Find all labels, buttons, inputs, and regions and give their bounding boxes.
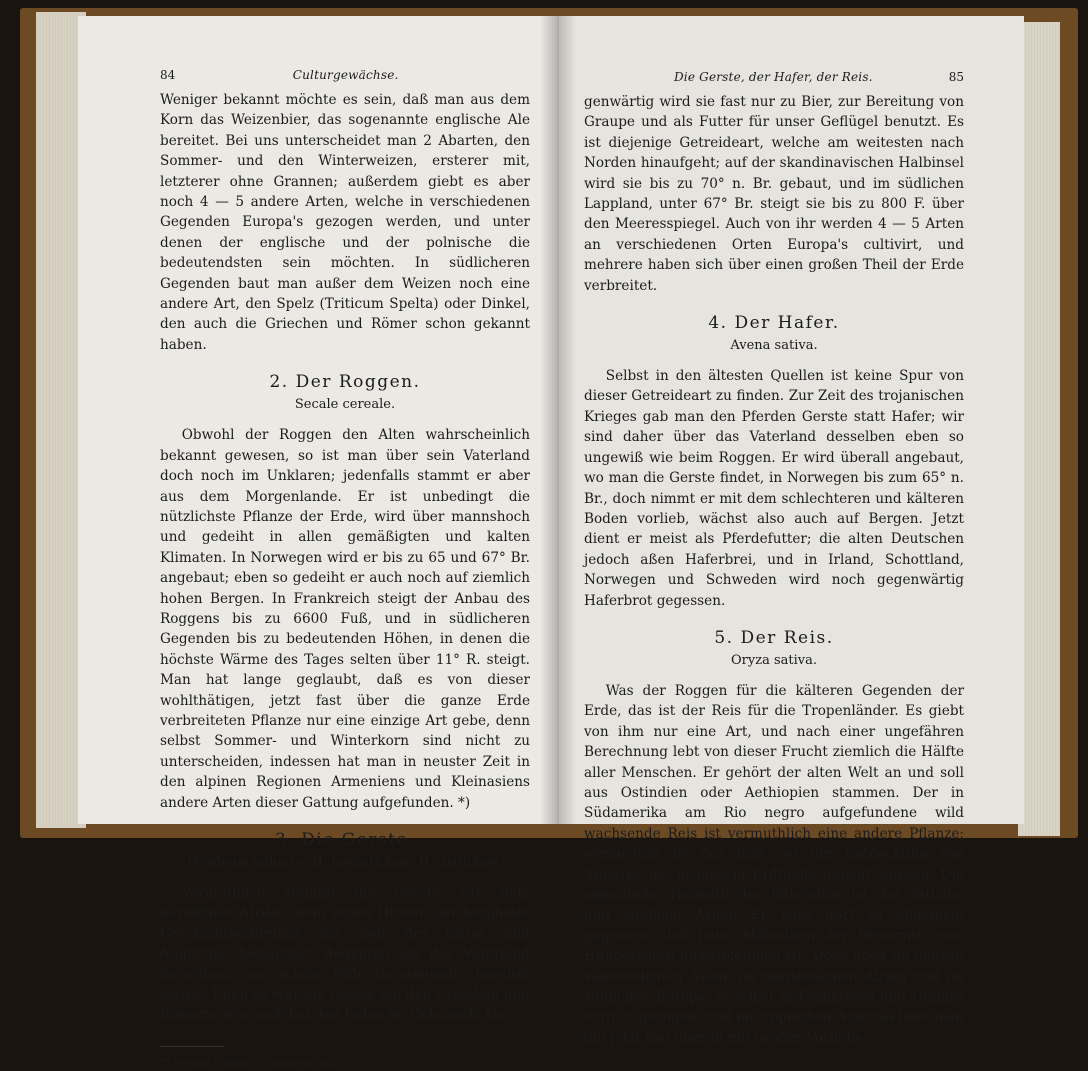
running-head-title-left: Culturgewächse. [292, 68, 399, 82]
page-number-right: 85 [948, 70, 964, 84]
latin-name-hafer: Avena sativa. [730, 338, 818, 354]
running-head-right [584, 70, 964, 90]
latin-name-gerste: Hordeum vulgare, H. hexastichon, H. distichon. [187, 855, 503, 870]
section-heading-hafer: 4. Der Hafer. [708, 313, 840, 334]
page-number-left: 84 [160, 68, 176, 82]
latin-name-reis: Oryza sativa. [731, 652, 817, 668]
latin-name-roggen: Secale cereale. [294, 397, 396, 413]
running-head-left [160, 68, 530, 88]
section-heading-reis: 5. Der Reis. [714, 627, 834, 648]
left-page [78, 16, 558, 1069]
paragraph-intro-left: Weniger bekannt möchte es sein, daß man aus dem Korn das Weizenbier, das sogenannte englische Ale bereitet. Bei uns unterscheidet man 2 Abarten, den Sommer- und den Winterweizen, ersterer mit, letzterer ohne Grannen; außerdem giebt es aber noch 4 — 5 andere Arten, welche in verschiedenen Gegenden Europa's gezogen werden, und unter denen der englische und der polnische die bedeutendsten sein möchten. In südlicheren Gegenden baut man außer dem Weizen noch eine andere Art, den Spelz (Triticum Spelta) oder Dinkel, den auch die Griechen und Römer schon gekannt haben. [160, 92, 530, 353]
paragraph-intro-right: genwärtig wird sie fast nur zu Bier, zur Bereitung von Graupe und als Futter für unser Geflügel benutzt. Es ist diejenige Getreideart, welche am weitesten nach Norden hinaufgeht; auf der skandinavischen Halbinsel wird sie bis zu 70° n. Br. gebaut, und im südlichen Lappland, unter 67° Br. steigt sie bis zu 800 F. über den Meeresspiegel. Auch von ihr werden 4 — 5 Arten an verschiedenen Orten Europa's cultivirt, und mehrere haben sich über einen großen Theil der Erde verbreitet. [584, 94, 964, 294]
paragraph-reis: Was der Roggen für die kälteren Gegenden der Erde, das ist der Reis für die Tropenländer. Es giebt von ihm nur eine Art, und nach einer ungefähren Berechnung lebt von dieser Frucht ziemlich die Hälfte aller Menschen. Er gehört der alten Welt an und soll aus Ostindien oder Aethiopien stammen. Der in Südamerika am Rio negro aufgefundene wild wachsende Reis ist vermuthlich eine andere Pflanze; wenigstens ist der Reis vor der Entdeckung von Amerika nie in diesem Erdtheile gebaut worden. Die eigentliche Heimath der Reiscultur ist das östliche und südliche Asien. Er wird dort so allgemein gegessen, daß beim Mißrathen der Reisernte eine Hungersnoth unausbleiblich ist. Doch auch im ganzen südwestlichen Asien, im nordöstlichen Afrika und im südlichen Europa, ja selbst in Frankreich und Ungarn wird er gezogen, und im tropischen Amerika baut man ihn jetzt fast überall mit großer Vorliebe. [584, 682, 964, 1046]
paragraph-roggen: Obwohl der Roggen den Alten wahrscheinlich bekannt gewesen, so ist man über sein Vaterland doch noch im Unklaren; jedenfalls stammt er aber aus dem Morgenlande. Er ist unbedingt die nützlichste Pflanze der Erde, wird über mannshoch und gedeiht in allen gemäßigten und kalten Klimaten. In Norwegen wird er bis zu 65 und 67° Br. angebaut; eben so gedeiht er auch noch auf ziemlich hohen Bergen. In Frankreich steigt der Anbau des Roggens bis zu 6600 Fuß, und in südlicheren Gegenden bis zu bedeutenden Höhen, in denen die höchste Wärme des Tages selten über 11° R. steigt. Man hat lange geglaubt, daß es von dieser wohlthätigen, jetzt fast über die ganze Erde verbreiteten Pflanze nur eine einzige Art gebe, denn selbst Sommer- und Winterkorn sind nicht zu unterscheiden, indessen hat man in neuster Zeit in den alpinen Regionen Armeniens und Kleinasiens andere Arten dieser Gattung aufgefunden. *) [160, 427, 530, 811]
page-stack-right [1018, 22, 1060, 836]
footnote: *) Secale fragile, S. anatolicum. [160, 1055, 337, 1069]
right-page [558, 16, 1024, 1046]
section-heading-gerste: 3. Die Gerste. [275, 830, 415, 850]
running-head-title-right: Die Gerste, der Hafer, der Reis. [673, 70, 873, 84]
section-heading-roggen: 2. Der Roggen. [269, 372, 421, 393]
paragraph-gerste: Vermuthlich stammt die Gerste aus dem nördlichen Afrika, denn schon Diodor, der berühmte Geschichtsschreiber zur Zeit des Cäsar und Augustus, bezeichnet Aegypten als das Vaterland derselben, wo schon früh Gerstenwein bereitet wurde. Eben so war die Gerste bei den Griechen und Römern, wie auch bei den Juden im Gebrauch. Ge- [160, 885, 530, 1024]
footnote-rule [160, 1046, 224, 1047]
paragraph-hafer: Selbst in den ältesten Quellen ist keine Spur von dieser Getreideart zu finden. Zur Zeit des trojanischen Krieges gab man den Pferden Gerste statt Hafer; wir sind daher über das Vaterland desselben eben so ungewiß wie beim Roggen. Er wird überall angebaut, wo man die Gerste findet, in Norwegen bis zum 65° n. Br., doch nimmt er mit dem schlechteren und kälteren Boden vorlieb, wächst also auch auf Bergen. Jetzt dient er meist als Pferdefutter; die alten Deutschen jedoch aßen Haferbrei, und in Irland, Schottland, Norwegen und Schweden wird noch gegenwärtig Haferbrot gegessen. [584, 368, 964, 609]
